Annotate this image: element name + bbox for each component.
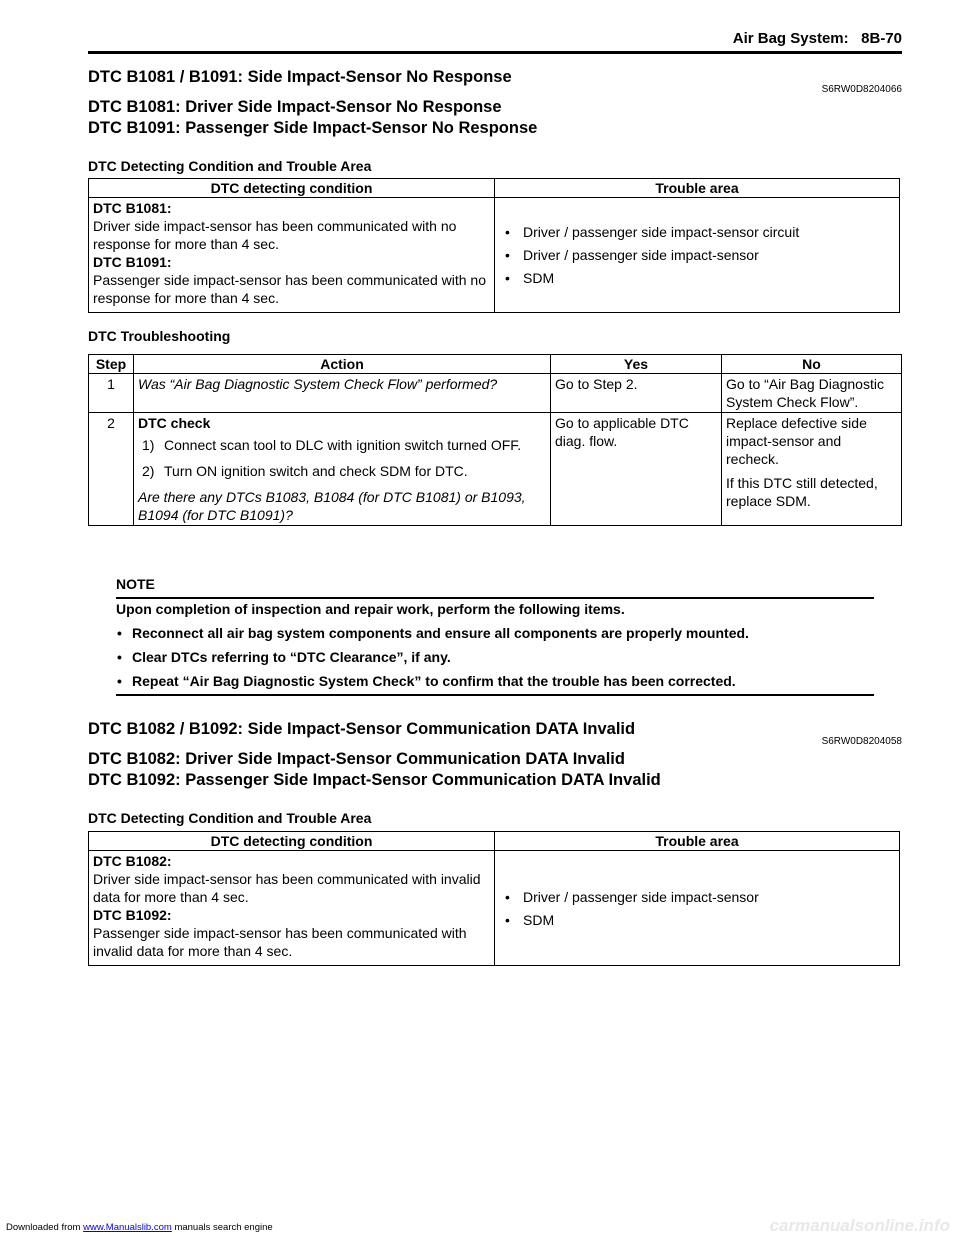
footer — [6, 1222, 273, 1233]
header-title: Air Bag System: — [732, 30, 849, 47]
note-rule-top — [116, 597, 874, 599]
trouble-area-item: • Driver / passenger side impact-sensor — [503, 888, 895, 906]
note-item: • Reconnect all air bag system components and ensure all components are properly mounted. — [116, 625, 876, 642]
ts-question-2: Are there any DTCs B1083, B1084 (for DTC B1081) or B1093, B1094 (for DTC B1091)? — [138, 489, 526, 523]
ts-no-1: Go to “Air Bag Diagnostic System Check Flow”. — [722, 374, 902, 413]
section2-cond-heading: DTC Detecting Condition and Trouble Area — [88, 810, 372, 826]
section1-title: DTC B1081 / B1091: Side Impact-Sensor No Response — [88, 68, 512, 86]
dtc-b1091-text: Passenger side impact-sensor has been communicated with no response for more than 4 sec. — [93, 272, 486, 306]
section1-condition-table — [88, 178, 900, 313]
ts-yes-2: Go to applicable DTC diag. flow. — [551, 413, 722, 526]
dtc-check-title: DTC check — [138, 415, 211, 431]
page-header — [733, 30, 902, 47]
ts-no-2 — [722, 413, 902, 526]
manualslib-link[interactable]: www.Manualslib.com — [83, 1222, 172, 1233]
watermark: carmanualsonline.info — [769, 1216, 950, 1235]
dtc-b1092-text: Passenger side impact-sensor has been communicated with invalid data for more than 4 sec. — [93, 925, 467, 959]
section2-condition-table — [88, 831, 900, 966]
ts-col-no: No — [722, 355, 902, 374]
ts-col-action: Action — [134, 355, 551, 374]
cond-col1-header: DTC detecting condition — [89, 179, 495, 198]
note-rule-bottom — [116, 694, 874, 696]
header-page-number: 8B-70 — [861, 30, 902, 47]
cond-col1-header: DTC detecting condition — [89, 832, 495, 851]
trouble-area-cell — [495, 851, 900, 966]
ts-col-step: Step — [89, 355, 134, 374]
trouble-area-item: • Driver / passenger side impact-sensor — [503, 246, 895, 264]
dtc-b1082-label: DTC B1082: — [93, 853, 172, 869]
footer-prefix: Downloaded from — [6, 1222, 81, 1233]
section2-title: DTC B1082 / B1092: Side Impact-Sensor Communication DATA Invalid — [88, 720, 636, 738]
ts-substep — [138, 462, 546, 480]
ts-substep — [138, 436, 546, 454]
trouble-area-item: • Driver / passenger side impact-sensor circuit — [503, 223, 895, 241]
section1-sub-b: DTC B1091: Passenger Side Impact-Sensor No Response — [88, 119, 538, 137]
cond-cell — [89, 851, 495, 966]
section2-code: S6RW0D8204058 — [821, 736, 902, 747]
dtc-b1081-label: DTC B1081: — [93, 200, 172, 216]
section2-sub-a: DTC B1082: Driver Side Impact-Sensor Communication DATA Invalid — [88, 750, 625, 768]
trouble-area-cell — [495, 198, 900, 313]
footer-suffix: manuals search engine — [174, 1222, 273, 1233]
ts-no-2a: Replace defective side impact-sensor and recheck. — [726, 415, 867, 467]
table-row — [89, 413, 902, 526]
trouble-area-item: • SDM — [503, 269, 895, 287]
cond-col2-header: Trouble area — [495, 832, 900, 851]
cond-col2-header: Trouble area — [495, 179, 900, 198]
section2-sub-b: DTC B1092: Passenger Side Impact-Sensor Communication DATA Invalid — [88, 771, 661, 789]
ts-col-yes: Yes — [551, 355, 722, 374]
ts-yes-1: Go to Step 2. — [551, 374, 722, 413]
dtc-b1082-text: Driver side impact-sensor has been communicated with invalid data for more than 4 sec. — [93, 871, 481, 905]
section1-code: S6RW0D8204066 — [821, 84, 902, 95]
dtc-b1091-label: DTC B1091: — [93, 254, 172, 270]
note-intro: Upon completion of inspection and repair work, perform the following items. — [116, 601, 625, 617]
header-rule — [88, 51, 902, 54]
ts-substep-num: 2) — [142, 463, 155, 479]
ts-substep-text: Connect scan tool to DLC with ignition switch turned OFF. — [164, 437, 522, 453]
troubleshooting-table — [88, 354, 902, 526]
note-item: • Repeat “Air Bag Diagnostic System Check” to confirm that the trouble has been corrected. — [116, 673, 876, 690]
table-row — [89, 374, 902, 413]
note-item: • Clear DTCs referring to “DTC Clearance”, if any. — [116, 649, 876, 666]
dtc-b1092-label: DTC B1092: — [93, 907, 172, 923]
cond-cell — [89, 198, 495, 313]
note-body — [116, 601, 876, 697]
ts-action-1: Was “Air Bag Diagnostic System Check Flow” performed? — [134, 374, 551, 413]
section1-sub-a: DTC B1081: Driver Side Impact-Sensor No Response — [88, 98, 502, 116]
section1-ts-heading: DTC Troubleshooting — [88, 328, 231, 344]
section1-cond-heading: DTC Detecting Condition and Trouble Area — [88, 158, 372, 174]
ts-no-2b: If this DTC still detected, replace SDM. — [726, 475, 878, 509]
ts-step-1: 1 — [89, 374, 134, 413]
trouble-area-item: • SDM — [503, 911, 895, 929]
dtc-b1081-text: Driver side impact-sensor has been communicated with no response for more than 4 sec. — [93, 218, 457, 252]
ts-substep-num: 1) — [142, 437, 155, 453]
note-title: NOTE — [116, 576, 155, 592]
ts-substep-text: Turn ON ignition switch and check SDM for DTC. — [164, 463, 468, 479]
ts-step-2: 2 — [89, 413, 134, 526]
ts-action-2 — [134, 413, 551, 526]
